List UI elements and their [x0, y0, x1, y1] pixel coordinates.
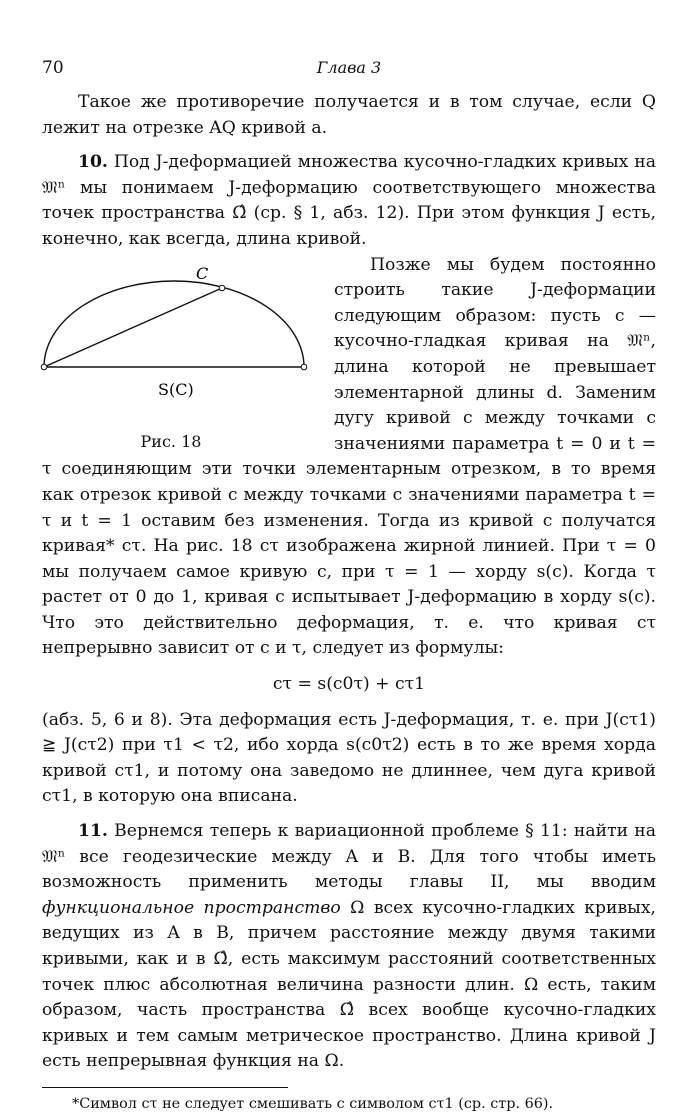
paragraph-11-text-a: Вернемся теперь к вариационной проблеме § 11: найти на 𝔐ⁿ все геодезические между A и B. Для того чтобы иметь возможность применить методы главы II, мы вводим — [42, 821, 656, 893]
paragraph-continued: Позже мы будем постоянно строить такие J-деформации следующим образом: пусть c — кусочно-гладкая кривая на 𝔐ⁿ, длина которой не превышает элементарной длины d. Заменим дугу кривой c между точками с значениями параметра t = 0 и t = τ соединяющим эти точки элементарным отрезком, в то время как отрезок кривой c между точками с значениями параметра t = τ и t = 1 оставим без изменения. Тогда из кривой c получатся кривая* cτ. На рис. 18 cτ изображена жирной линией. При τ = 0 мы получаем самое кривую c, при τ = 1 — хорду s(c). Когда τ растет от 0 до 1, кривая c испытывает J-деформацию в хорду s(c). Что это действительно деформация, т. е. что кривая cτ непрерывно зависит от c и τ, следует из формулы: — [42, 254, 656, 659]
paragraph-11-emphasis: функциональное пространство — [42, 897, 341, 918]
label-sc: S(C) — [158, 379, 194, 399]
arc-curve — [44, 281, 304, 367]
semicircle-diagram — [40, 257, 318, 427]
formula: cτ = s(c0τ) + cτ1 — [272, 674, 426, 695]
section-number-11: 11. — [78, 821, 108, 842]
endpoint-left — [41, 364, 47, 370]
label-c: C — [196, 263, 209, 283]
footnote: *Символ cτ не следует смешивать с символом cτ1 (ср. стр. 66). — [72, 1095, 554, 1112]
book-page — [42, 52, 656, 1114]
paragraph-10 — [42, 150, 656, 252]
chapter-title: Глава 3 — [316, 58, 382, 77]
body-text — [42, 90, 656, 1114]
figure-18 — [40, 257, 318, 457]
point-c — [219, 285, 225, 291]
paragraph-1: Такое же противоречие получается и в том случае, если Q лежит на отрезке AQ кривой a. — [42, 92, 656, 138]
paragraph-11 — [42, 819, 656, 1075]
running-header — [42, 52, 656, 80]
paragraph-11-text-b: Ω всех кусочно-гладких кривых, ведущих из A в B, причем расстояние между двумя такими кривыми, как и в Ω̂, есть максимум расстояний соответственных точек плюс абсолютная величина разности длин. Ω есть, таким образом, часть пространства Ω̂ всех вообще кусочно-гладких кривых и тем самым метрическое пространство. Длина кривой J есть непрерывная функция на Ω. — [42, 897, 657, 1072]
endpoint-right — [301, 364, 307, 370]
paragraph-4: (абз. 5, 6 и 8). Эта деформация есть J-деформация, т. е. при J(cτ1) ≧ J(cτ2) при τ1 < τ2, ибо хорда s(c0τ2) есть в то же время хорда кривой cτ1, и потому она заведомо не длиннее, чем дуга кривой cτ1, в которую она вписана. — [42, 709, 656, 807]
figure-caption: Рис. 18 — [140, 431, 202, 451]
secant-line — [44, 288, 222, 367]
section-number-10: 10. — [78, 152, 108, 173]
paragraph-10-text: Под J-деформацией множества кусочно-гладких кривых на 𝔐ⁿ мы понимаем J-деформацию соответствующего множества точек пространства Ω̂ (ср. § 1, абз. 12). При этом функция J есть, конечно, как всегда, длина кривой. — [42, 152, 657, 249]
footnote-rule — [42, 1087, 288, 1088]
page-number: 70 — [42, 58, 64, 78]
